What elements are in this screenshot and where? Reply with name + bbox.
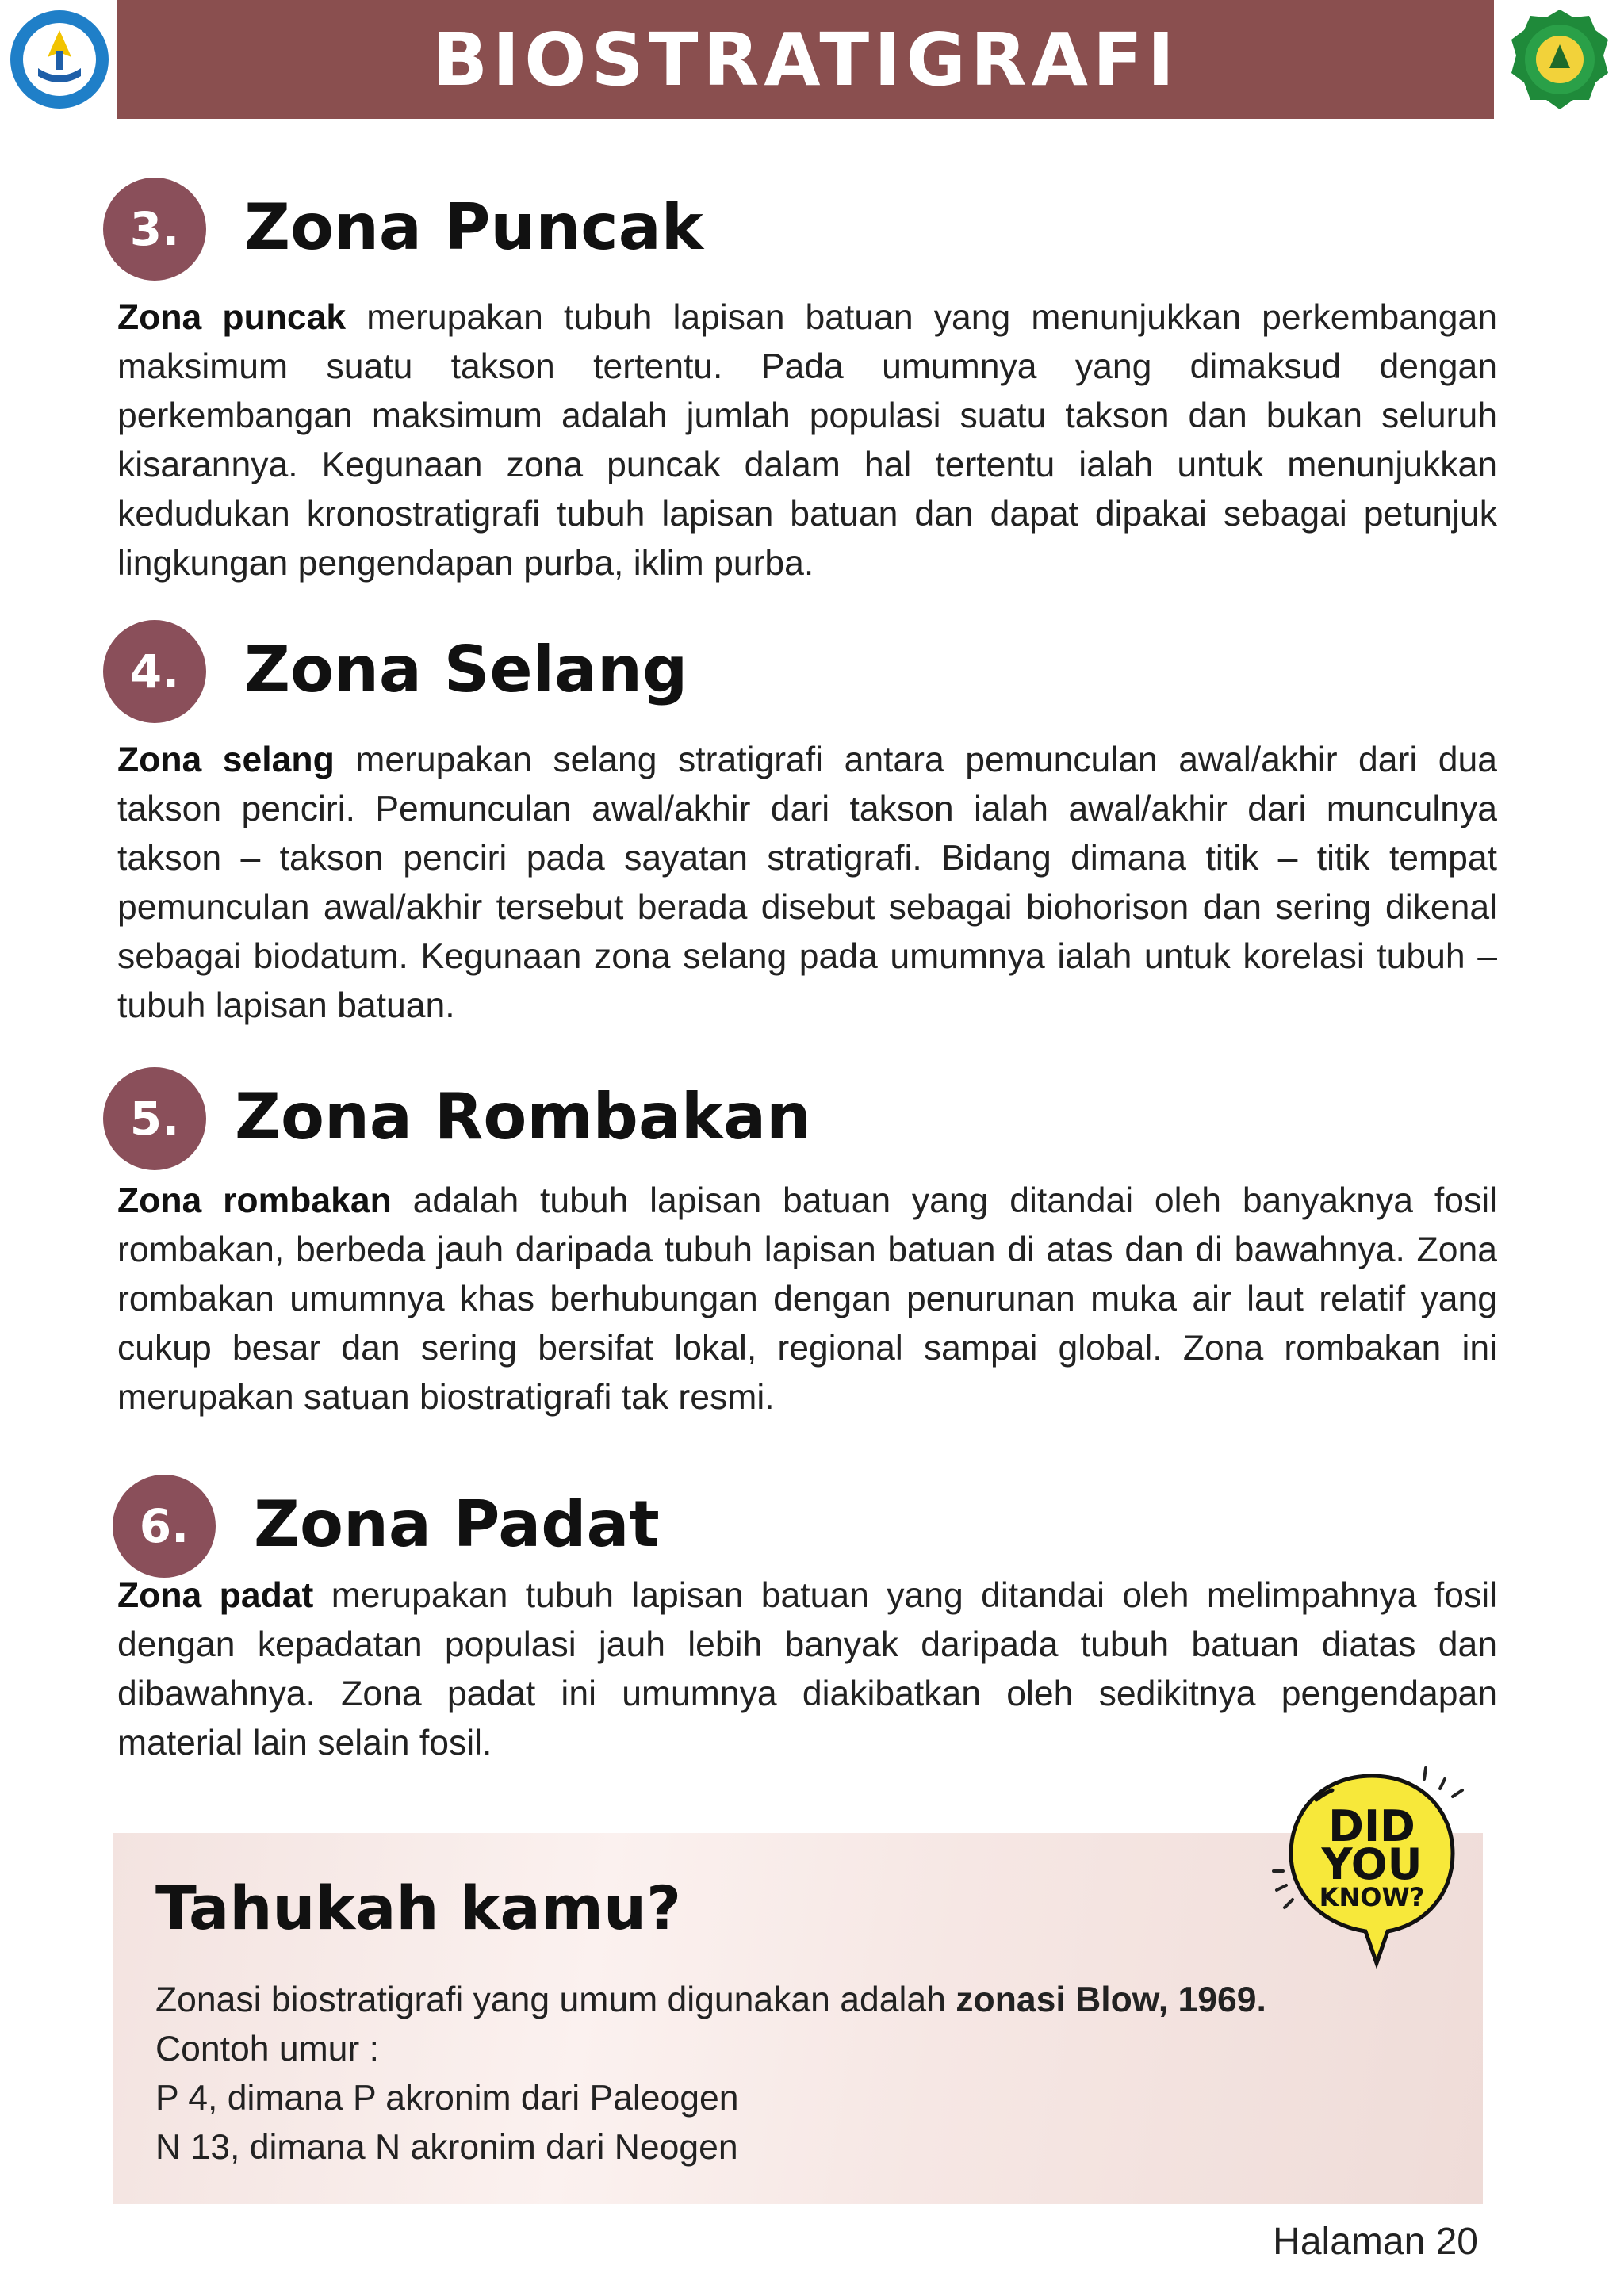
section-title: Zona Rombakan [235,1080,812,1154]
did-you-know-title: Tahukah kamu? [155,1873,682,1943]
section-number-badge: 6. [113,1475,216,1578]
section-title: Zona Selang [244,633,688,706]
section-title: Zona Puncak [244,190,703,264]
section-zona-selang [103,620,1499,1025]
section-paragraph [117,1571,1497,1768]
section-number-badge: 4. [103,620,206,723]
badge-line-know: KNOW? [1319,1882,1425,1912]
badge-line-you: YOU [1321,1839,1423,1889]
paragraph-lead-term: Zona padat [117,1576,314,1615]
section-zona-padat [103,1475,1499,1762]
paragraph-lead-term: Zona rombakan [117,1181,392,1220]
paragraph-body: adalah tubuh lapisan batuan yang ditandai oleh banyaknya fosil rombakan, berbeda jauh daripada tubuh lapisan batuan di atas dan di bawahnya. Zona rombakan umumnya khas berhubungan dengan penurunan muka air laut relatif yang cukup besar dan sering bersifat lokal, regional sampai global. Zona rombakan ini merupakan satuan biostratigrafi tak resmi. [117,1181,1497,1417]
section-zona-rombakan [103,1067,1499,1417]
speech-bubble-icon [1269,1744,1475,1982]
paragraph-lead-term: Zona selang [117,740,335,779]
did-you-know-line: P 4, dimana P akronim dari Paleogen [155,2079,739,2118]
section-number-badge: 3. [103,178,206,281]
page-header-title: BIOSTRATIGRAFI [431,17,1180,102]
section-paragraph [117,293,1497,588]
line-bold-text: zonasi Blow, 1969. [956,1980,1266,2019]
paragraph-body: merupakan tubuh lapisan batuan yang ditandai oleh melimpahnya fosil dengan kepadatan populasi jauh lebih banyak daripada tubuh batuan diatas dan dibawahnya. Zona padat ini umumnya diakibatkan oleh sedikitnya pengendapan material lain selain fosil. [117,1576,1497,1762]
did-you-know-line: N 13, dimana N akronim dari Neogen [155,2128,738,2167]
line-text: Zonasi biostratigrafi yang umum digunakan adalah [155,1980,956,2019]
section-title: Zona Padat [254,1487,660,1561]
section-number-badge: 5. [103,1067,206,1170]
paragraph-lead-term: Zona puncak [117,298,347,337]
did-you-know-badge [1269,1744,1475,1982]
section-paragraph [117,736,1497,1031]
institution-logo [1507,6,1613,113]
section-paragraph [117,1177,1497,1422]
did-you-know-line [155,1976,1424,2025]
header-bar [117,0,1494,119]
ministry-logo [6,6,113,113]
paragraph-body: merupakan selang stratigrafi antara pemunculan awal/akhir dari dua takson penciri. Pemunculan awal/akhir dari takson ialah awal/akhir dari munculnya takson – takson penciri pada sayatan stratigrafi. Bidang dimana titik – titik tempat pemunculan awal/akhir tersebut berada disebut sebagai biohorison dan sering dikenal sebagai biodatum. Kegunaan zona selang pada umumnya ialah untuk korelasi tubuh – tubuh lapisan batuan. [117,740,1497,1025]
did-you-know-line: Contoh umur : [155,2030,379,2068]
page-number: Halaman 20 [1273,2221,1478,2263]
badge-line-did: DID [1328,1801,1415,1851]
did-you-know-text [155,1976,1424,2172]
section-zona-puncak [103,178,1499,583]
paragraph-body: merupakan tubuh lapisan batuan yang menunjukkan perkembangan maksimum suatu takson tertentu. Pada umumnya yang dimaksud dengan perkembangan maksimum adalah jumlah populasi suatu takson dan bukan seluruh kisarannya. Kegunaan zona puncak dalam hal tertentu ialah untuk menunjukkan kedudukan kronostratigrafi tubuh lapisan batuan dan dapat dipakai sebagai petunjuk lingkungan pengendapan purba, iklim purba. [117,298,1498,583]
